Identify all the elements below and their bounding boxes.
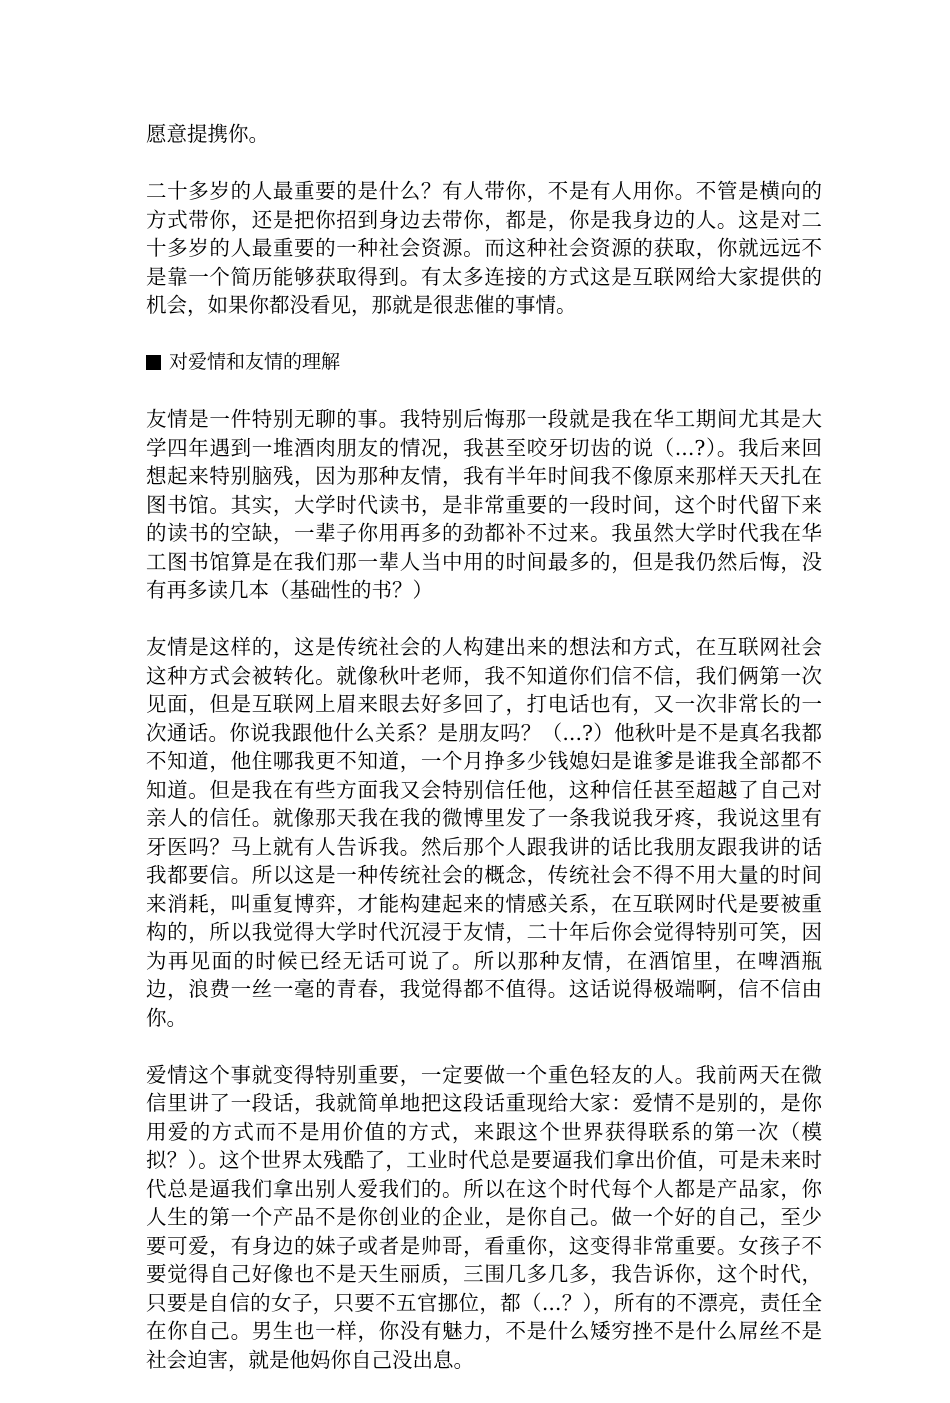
paragraph-social-resource: 二十多岁的人最重要的是什么？有人带你，不是有人用你。不管是横向的方式带你，还是把你招到身边去带你，都是，你是我身边的人。这是对二十多岁的人最重要的一种社会资源。而这种社会资源的获取，你就远远不是靠一个简历能够获取得到。有太多连接的方式这是互联网给大家提供的机会，如果你都没看见，那就是很悲催的事情。 xyxy=(146,179,822,317)
section-heading-text: 对爱情和友情的理解 xyxy=(169,351,341,373)
document-body xyxy=(146,120,822,1403)
section-heading xyxy=(146,348,822,377)
paragraph-friendship-2: 友情是这样的，这是传统社会的人构建出来的想法和方式，在互联网社会这种方式会被转化。就像秋叶老师，我不知道你们信不信，我们俩第一次见面，但是互联网上眉来眼去好多回了，打电话也有，又一次非常长的一次通话。你说我跟他什么关系？是朋友吗？（...?）他秋叶是不是真名我都不知道，他住哪我更不知道，一个月挣多少钱媳妇是谁爹是谁我全部都不知道。但是我在有些方面我又会特别信任他，这种信任甚至超越了自己对亲人的信任。就像那天我在我的微博里发了一条我说我牙疼，我说这里有牙医吗？马上就有人告诉我。然后那个人跟我讲的话比我朋友跟我讲的话我都要信。所以这是一种传统社会的概念，传统社会不得不用大量的时间来消耗，叫重复博弈，才能构建起来的情感关系，在互联网时代是要被重构的，所以我觉得大学时代沉浸于友情，二十年后你会觉得特别可笑，因为再见面的时候已经无话可说了。所以那种友情，在酒馆里，在啤酒瓶边，浪费一丝一毫的青春，我觉得都不值得。这话说得极端啊，信不信由你。 xyxy=(146,635,822,1030)
paragraph-friendship-1: 友情是一件特别无聊的事。我特别后悔那一段就是我在华工期间尤其是大学四年遇到一堆酒肉朋友的情况，我甚至咬牙切齿的说（...?）。我后来回想起来特别脑残，因为那种友情，我有半年时间我不像原来那样天天扎在图书馆。其实，大学时代读书，是非常重要的一段时间，这个时代留下来的读书的空缺，一辈子你用再多的劲都补不过来。我虽然大学时代我在华工图书馆算是在我们那一辈人当中用的时间最多的，但是我仍然后悔，没有再多读几本（基础性的书？） xyxy=(146,407,822,602)
paragraph-love: 爱情这个事就变得特别重要，一定要做一个重色轻友的人。我前两天在微信里讲了一段话，我就简单地把这段话重现给大家：爱情不是别的，是你用爱的方式而不是用价值的方式，来跟这个世界获得联系的第一次（模拟？）。这个世界太残酷了，工业时代总是要逼我们拿出价值，可是未来时代总是逼我们拿出别人爱我们的。所以在这个时代每个人都是产品家，你人生的第一个产品不是你创业的企业，是你自己。做一个好的自己，至少要可爱，有身边的妹子或者是帅哥，看重你，这变得非常重要。女孩子不要觉得自己好像也不是天生丽质，三围几多几多，我告诉你，这个时代，只要是自信的女子，只要不五官挪位，都（...？），所有的不漂亮，责任全在你自己。男生也一样，你没有魅力，不是什么矮穷挫不是什么屌丝不是社会迫害，就是他妈你自己没出息。 xyxy=(146,1062,822,1372)
paragraph-continuation: 愿意提携你。 xyxy=(146,122,269,146)
black-square-icon xyxy=(146,355,161,370)
